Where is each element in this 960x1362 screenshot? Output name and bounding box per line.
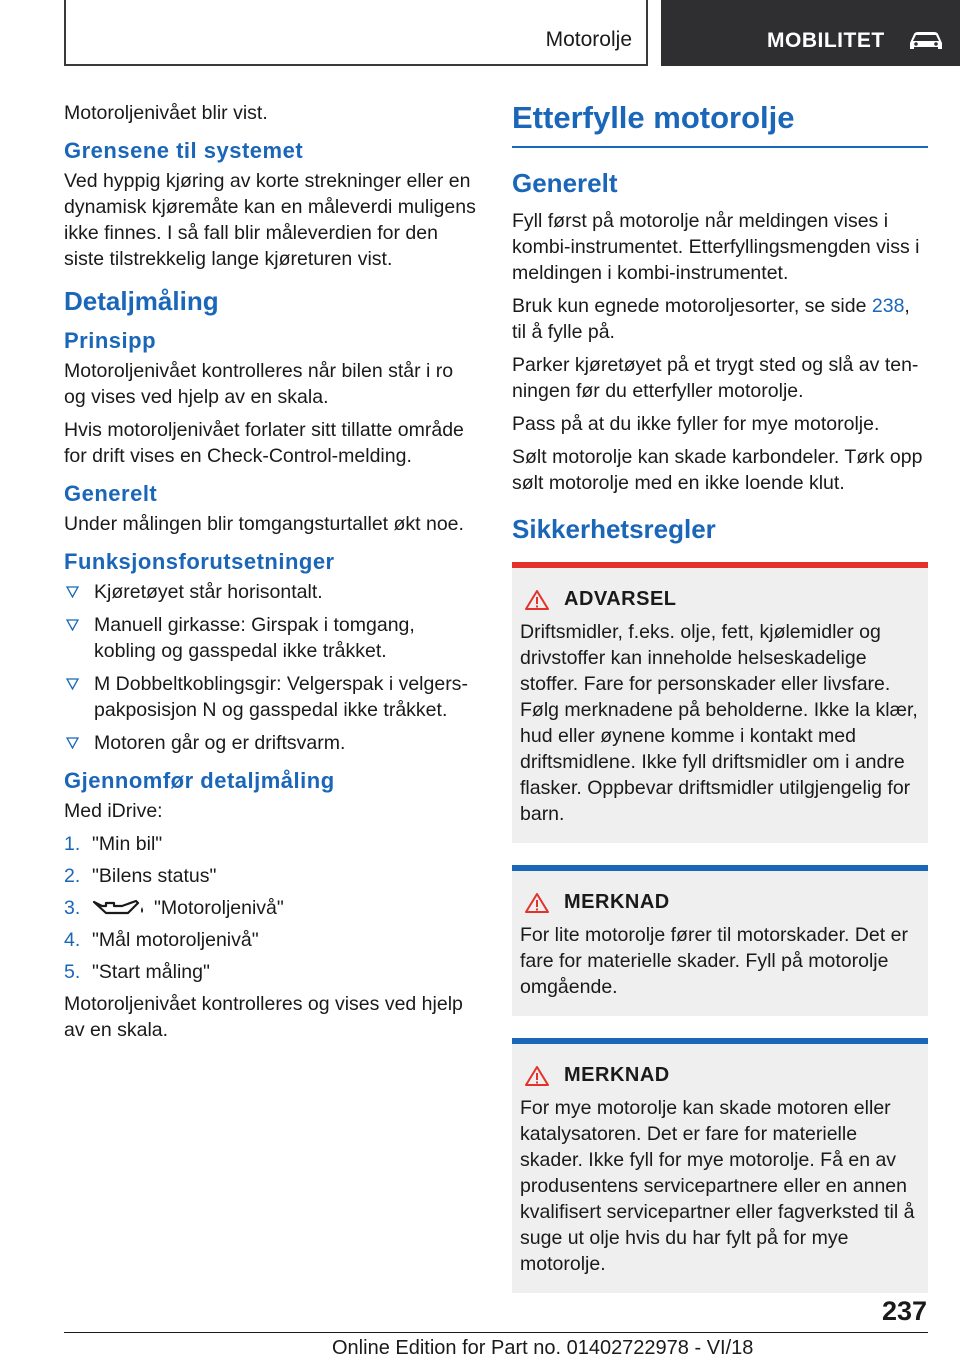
warning-box [512,562,928,843]
list-item [64,671,480,723]
step-number: 2. [64,865,81,887]
principle-text-2: Hvis motoroljenivået forlater sitt tillatte område for drift vises en Check-Control-melding. [64,419,464,467]
step-number: 1. [64,833,81,855]
page-reference-link[interactable]: 238 [871,295,905,317]
list-item [64,579,480,605]
prerequisites-list [64,579,480,756]
heading-system-limits: Grensene til systemet [64,138,304,163]
principle-text-1: Motoroljenivået kontrolleres når bilen står i ro og vises ved hjelp av en skala. [64,360,454,408]
heading-detail-measurement: Detaljmåling [64,286,219,316]
limits-text: Ved hyppig kjøring av korte strekninger eller en dynamisk kjøremåte kan en måleverdi muligens ikke finnes. I så fall blir måleverdien for den siste tilstrekkelig lange kjøreturen vist. [64,170,476,270]
refill-text-4: Pass på at du ikke fyller for mye motorolje. [512,413,880,435]
note-title-row [520,891,920,914]
note-box [512,1038,928,1293]
warning-triangle-icon [524,589,550,611]
step-text: "Start måling" [92,961,210,983]
step-number: 4. [64,929,81,951]
header-chapter-tab [661,0,960,66]
footer-edition: Online Edition for Part no. 01402722978 - VI/18 [332,1337,754,1359]
note-text: For mye motorolje kan skade motoren eller katalysatoren. Det er fare for materielle skader. Ikke fyll for mye motorolje. Få en av produsentens servicepartnere eller en annen kvalifisert servicepartner eller fagverksted til å suge ut olje hvis du har fylt på for mye motorolje. [520,1097,915,1275]
step-item [64,927,480,953]
step-item [64,863,480,889]
heading-principle: Prinsipp [64,328,157,353]
warning-triangle-icon [524,1065,550,1087]
step-number: 5. [64,961,81,983]
left-column [64,100,480,1050]
step-text: "Bilens status" [92,865,217,887]
note-title: MERKNAD [564,891,670,913]
heading-perform-measurement: Gjennomfør detaljmåling [64,768,335,793]
page-title: Etterfylle motorolje [512,100,928,148]
list-item-text: Motoren går og er driftsvarm. [94,732,346,754]
header-section-box [64,0,648,66]
heading-safety: Sikkerhetsregler [512,514,716,544]
footer-divider [64,1332,928,1333]
bullet-triangle-icon [66,678,79,690]
oil-can-icon [92,897,146,917]
warning-text: Driftsmidler, f.eks. olje, fett, kjølemidler og drivstoffer kan inneholde helseskadelige stoffer. Fare for personskader eller livsfare. Følg merknadene på beholderne. Ikke la klær, hud eller øynene komme i kontakt med driftsmidlene. Ikke fyll driftsmidler om i andre flasker. Oppbevar driftsmidler utilgjengelig for barn. [520,621,918,825]
warning-title: ADVARSEL [564,588,677,610]
step-text: "Mål motoroljenivå" [92,929,259,951]
bullet-triangle-icon [66,586,79,598]
heading-prerequisites: Funksjonsforutsetninger [64,549,335,574]
result-text: Motoroljenivået kontrolleres og vises ved hjelp av en skala. [64,993,463,1041]
refill-text-2-before: Bruk kun egnede motoroljesorter, se side [512,295,872,317]
refill-text-5: Sølt motorolje kan skade karbondeler. Tørk opp sølt motorolje med en ikke loende klut. [512,446,923,494]
heading-general-right: Generelt [512,168,618,198]
section-title: Motorolje [545,28,632,51]
heading-general: Generelt [64,481,158,506]
steps-list [64,831,480,985]
refill-text-3: Parker kjøretøyet på et trygt sted og slå av tenningen før du etterfyller motorolje. [512,354,919,402]
step-item [64,959,480,985]
idrive-text: Med iDrive: [64,800,163,822]
step-text: "Min bil" [92,833,163,855]
step-item [64,831,480,857]
refill-text-1: Fyll først på motorolje når meldingen vises i kombi-instrumentet. Etterfyllingsmengden viss i meldingen i kombi-instrumentet. [512,210,920,284]
car-icon [906,29,946,53]
intro-text: Motoroljenivået blir vist. [64,102,268,124]
bullet-triangle-icon [66,737,79,749]
chapter-title: MOBILITET [767,29,885,52]
refill-text-2 [512,293,928,345]
note-text: For lite motorolje fører til motorskader. Det er fare for materielle skader. Fyll på motorolje omgående. [520,924,908,998]
right-column [512,100,928,1315]
step-item [64,895,480,921]
general-text: Under målingen blir tomgangsturtallet økt noe. [64,513,464,535]
step-number: 3. [64,897,81,919]
warning-title-row [520,588,920,611]
list-item-text: Kjøretøyet står horisontalt. [94,581,323,603]
page-number: 237 [881,1296,927,1326]
warning-triangle-icon [524,892,550,914]
list-item [64,612,480,664]
bullet-triangle-icon [66,619,79,631]
note-title: MERKNAD [564,1064,670,1086]
note-box [512,865,928,1016]
refill-text-2-after: , til å fylle på. [512,295,910,343]
list-item-text: Manuell girkasse: Girspak i tomgang, kobling og gasspedal ikke tråkket. [94,614,415,662]
step-text: "Motoroljenivå" [154,897,284,919]
list-item [64,730,480,756]
list-item-text: M Dobbeltkoblingsgir: Velgerspak i velgerspakposisjon N og gasspedal ikke tråkket. [94,673,468,721]
note-title-row [520,1064,920,1087]
